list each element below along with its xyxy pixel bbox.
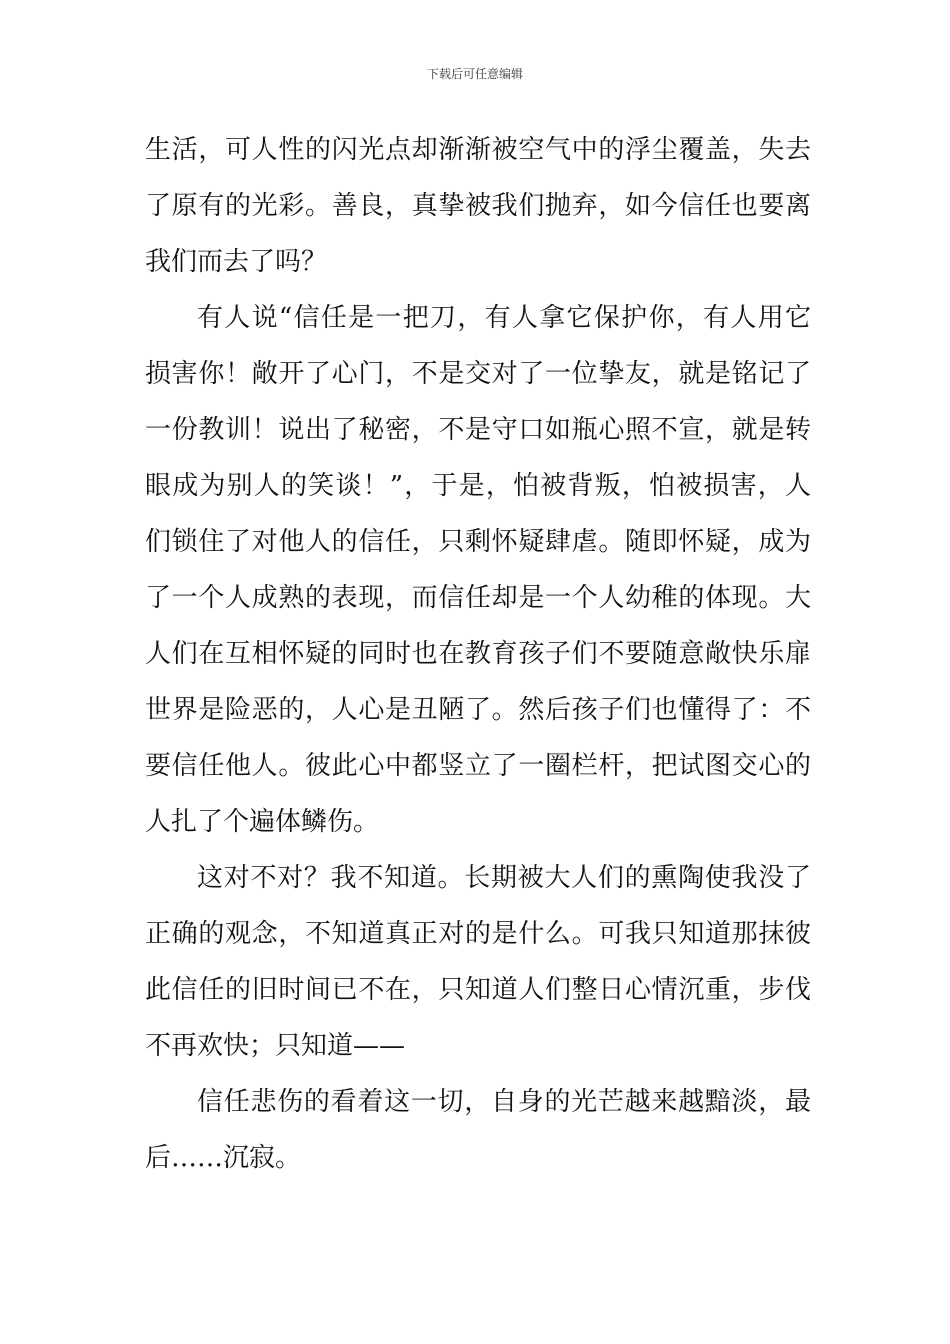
paragraph xyxy=(145,290,811,850)
text-line: 们锁住了对他人的信任，只剩怀疑肆虐。随即怀疑，成为 xyxy=(145,527,811,557)
text-line: 正确的观念，不知道真正对的是什么。可我只知道那抹彼 xyxy=(145,919,811,949)
text-line: 了一个人成熟的表现，而信任却是一个人幼稚的体现。大 xyxy=(145,583,811,613)
paragraph xyxy=(145,1074,811,1186)
text-line: 人扎了个遍体鳞伤。 xyxy=(145,807,380,837)
text-line: 不再欢快；只知道—— xyxy=(145,1031,406,1061)
text-line: 有人说“信任是一把刀，有人拿它保护你，有人用它 xyxy=(197,303,811,333)
text-line: 眼成为别人的笑谈！”，于是，怕被背叛，怕被损害，人 xyxy=(145,471,811,501)
text-line: 人们在互相怀疑的同时也在教育孩子们不要随意敞快乐扉 xyxy=(145,639,811,669)
page-header: 下载后可任意编辑 xyxy=(426,67,523,81)
text-line: 此信任的旧时间已不在，只知道人们整日心情沉重，步伐 xyxy=(145,975,811,1005)
paragraph xyxy=(145,122,811,290)
text-line: 了原有的光彩。善良，真挚被我们抛弃，如今信任也要离 xyxy=(145,191,811,221)
text-line: 世界是险恶的，人心是丑陋了。然后孩子们也懂得了：不 xyxy=(145,695,811,725)
text-line: 我们而去了吗？ xyxy=(145,247,328,277)
text-line: 损害你！敞开了心门，不是交对了一位挚友，就是铭记了 xyxy=(145,359,811,389)
paragraph xyxy=(145,850,811,1074)
text-line: 后……沉寂。 xyxy=(145,1143,302,1173)
text-line: 这对不对？我不知道。长期被大人们的熏陶使我没了 xyxy=(197,863,811,893)
text-line: 一份教训！说出了秘密，不是守口如瓶心照不宣，就是转 xyxy=(145,415,811,445)
document-body xyxy=(145,122,811,1186)
text-line: 生活，可人性的闪光点却渐渐被空气中的浮尘覆盖，失去 xyxy=(145,135,811,165)
text-line: 要信任他人。彼此心中都竖立了一圈栏杆，把试图交心的 xyxy=(145,751,811,781)
text-line: 信任悲伤的看着这一切，自身的光芒越来越黯淡，最 xyxy=(197,1087,811,1117)
